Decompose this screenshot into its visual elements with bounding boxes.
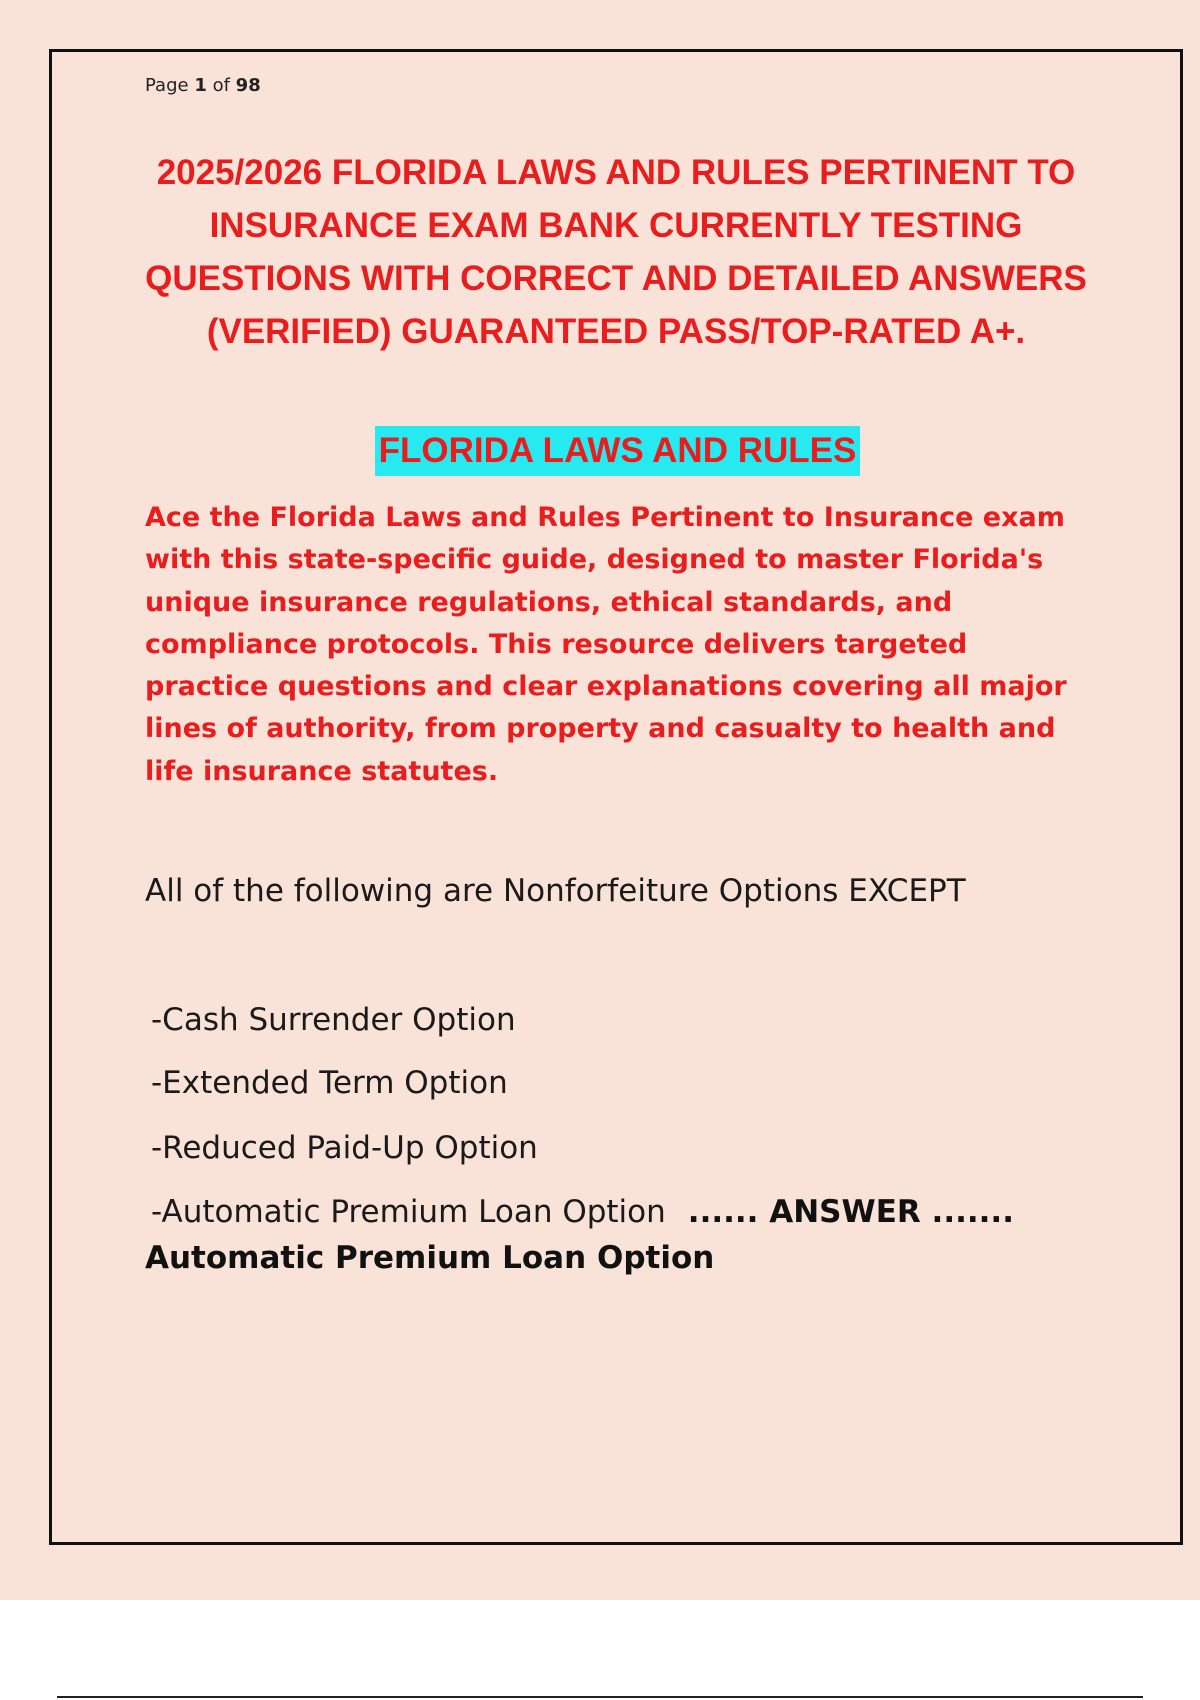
option-automatic-premium-loan-label: -Automatic Premium Loan Option [151, 1194, 666, 1230]
intro-paragraph: Ace the Florida Laws and Rules Pertinent to Insurance exam with this state-specific guide, designed to master Florida's unique insurance regulations, ethical standards, and compliance protocols. This resource delivers targeted practice questions and clear explanations covering all major lines of authority, from property and casualty to health and life insurance statutes. [145, 502, 1067, 787]
section-heading: FLORIDA LAWS AND RULES [375, 426, 861, 476]
option-cash-surrender: -Cash Surrender Option [151, 1002, 516, 1038]
answer-text: Automatic Premium Loan Option [145, 1240, 715, 1276]
document-title: 2025/2026 FLORIDA LAWS AND RULES PERTINENT TO INSURANCE EXAM BANK CURRENTLY TESTING QUESTIONS WITH CORRECT AND DETAILED ANSWERS (VERIFIED) GUARANTEED PASS/TOP-RATED A+. [145, 153, 1087, 351]
section-heading-container [0, 426, 1200, 476]
footer-divider [57, 1696, 1143, 1698]
option-extended-term: -Extended Term Option [151, 1065, 508, 1101]
page-of-label: of [212, 75, 230, 96]
question-text: All of the following are Nonforfeiture Options EXCEPT [145, 873, 966, 909]
option-reduced-paid-up: -Reduced Paid-Up Option [151, 1130, 538, 1166]
option-automatic-premium-loan [151, 1190, 1014, 1234]
page-label: Page [145, 75, 189, 96]
page-total: 98 [235, 75, 261, 96]
page-current: 1 [194, 75, 207, 96]
page-number [145, 75, 261, 96]
answer-marker: ...... ANSWER ....... [687, 1194, 1014, 1230]
